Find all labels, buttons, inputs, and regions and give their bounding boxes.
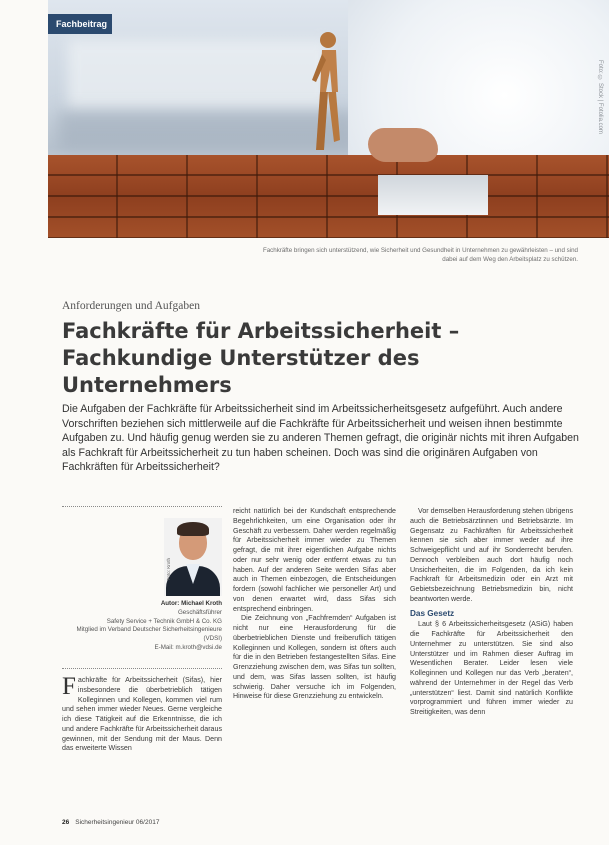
author-email: E-Mail: m.kroth@vdsi.de bbox=[154, 643, 222, 651]
author-company: Safety Service + Technik GmbH & Co. KG bbox=[106, 617, 222, 625]
author-role: Geschäftsführer bbox=[177, 608, 222, 616]
title-line-2: Fachkundige Unterstützer des Unternehmers bbox=[62, 346, 420, 397]
wooden-figure-icon bbox=[306, 30, 346, 156]
page-number: 26 bbox=[62, 819, 70, 826]
author-association: Mitglied im Verband Deutscher Sicherheitsingenieure (VDSI) bbox=[76, 626, 222, 643]
wooden-blocks-bridge bbox=[48, 155, 609, 238]
paragraph: Die Zeichnung von „Fachfremden“ Aufgaben ist nicht nur eine Herausforderung für die überbetrieblichen Dienste und freiberuflich tätigen Kolleginnen und Kollegen, sondern ist öfters auch für die in den Betrieben festangestellten Sifas. Eine Grenzziehung zwischen dem, was Sifas tun sollten, und dem, was Sifas lassen sollten, ist häufig schwierig. Daher versuche ich im Folgenden, Hinweise für diese Grenzziehung zu entwickeln. bbox=[233, 614, 396, 701]
dropcap: F bbox=[62, 673, 76, 700]
subheading: Das Gesetz bbox=[410, 608, 455, 618]
column-3 bbox=[410, 507, 573, 718]
photo-credit: Foto: © Stock | Fotolia.com bbox=[597, 60, 603, 134]
supporting-hand bbox=[368, 128, 438, 162]
divider bbox=[62, 506, 222, 507]
paragraph: Laut § 6 Arbeitssicherheitsgesetz (ASiG) haben die Fachkräfte für Arbeitssicherheit den Unternehmer zu unterstützen. Sie sind also Unterstützer und im Rahmen dieser Auftrag im Wesentlichen Berater. Leider lesen viele Kolleginnen und Kollegen nur das Verb „beraten“, während der Unternehmer in der Regel das Verb „unterstützen“ liest. Damit sind natürlich Konflikte vorprogrammiert und führen immer wieder zu Streitigkeiten, was denn bbox=[410, 620, 573, 716]
column-2 bbox=[233, 507, 396, 702]
paragraph: reicht natürlich bei der Kundschaft entsprechende Begehrlichkeiten, um eine Organisation oder ihr Geschäft zu verbessern. Daher werden regelmäßig für Arbeitssicherheit immer wieder zu Themen gefragt, die mit ihrer eigentlichen Aufgabe nichts oder nur sehr wenig oder entfernt etwas zu tun haben. Auf der anderen Seite werden Sifas aber auch in Themen einbezogen, die Entscheidungen fordern (sowohl fachlicher wie personeller Art) und von denen erwartet wird, dass Sifas sich entsprechend einbringen. bbox=[233, 507, 396, 613]
section-tag: Fachbeitrag bbox=[48, 14, 112, 34]
title-line-1: Fachkräfte für Arbeitssicherheit – bbox=[62, 319, 460, 343]
author-photo-credit: Foto: Kroth bbox=[166, 558, 171, 581]
paragraph: Vor demselben Herausforderung stehen übrigens auch die Betriebsärztinnen und Betriebsärzte. Im Gegensatz zu Fachkräften für Arbeitssicherheit kennen sie sich aber immer weder auf ihre Schweigepflicht und auf ihr Sonderrecht berufen. Dennoch verbleiben auch dort häufig noch Unsicherheiten, die im Folgenden, da ich kein Fachkraft für Arbeitsmedizin oder ein Arzt mit Gebietsbezeichnung Betriebsmedizin bin, nicht beantworten werde. bbox=[410, 507, 573, 603]
kicker: Anforderungen und Aufgaben bbox=[62, 300, 200, 312]
article-title bbox=[62, 318, 582, 399]
hero-image bbox=[48, 0, 609, 238]
hair bbox=[177, 522, 209, 536]
bridge-gap bbox=[378, 175, 488, 215]
column-1 bbox=[62, 673, 222, 754]
author-photo bbox=[164, 518, 222, 596]
publication-name: Sicherheitsingenieur 06/2017 bbox=[75, 819, 160, 826]
column-1-text: achkräfte für Arbeitssicherheit (Sifas), hier insbesondere die überbetrieblich tätigen Kolleginnen und Kollegen, kommen viel rum und sehen immer wieder Neues. Gerne vergleiche ich diese Tätigkeit auf die Erkenntnisse, die ich und andere Fachkräfte für Arbeitssicherheit daraus gewinnen, mit der Sendung mit der Maus. Denn das erweiterte Wissen bbox=[62, 676, 222, 753]
image-caption: Fachkräfte bringen sich unterstützend, wie Sicherheit und Gesundheit in Unternehmen zu gewährleisten – und sind dabei auf dem Weg den Arbeitsplatz zu schützen. bbox=[262, 247, 578, 263]
author-box bbox=[62, 600, 222, 653]
page-footer bbox=[62, 819, 159, 826]
background-blur bbox=[68, 40, 328, 110]
author-name: Autor: Michael Kroth bbox=[160, 600, 222, 607]
divider bbox=[62, 668, 222, 669]
lead-paragraph: Die Aufgaben der Fachkräfte für Arbeitssicherheit sind im Arbeitssicherheitsgesetz aufgeführt. Auch andere Vorschriften beziehen sich mittlerweile auf die Fachkräfte für Arbeitssicherheit und weisen ihnen bestimmte Aufgaben zu. Und häufig genug werden sie zu anderen Themen gefragt, die originär nichts mit ihren Aufgaben als Fachkraft für Arbeitssicherheit zu tun haben scheinen. Doch was sind die originären Aufgaben von Fachkräften für Arbeitssicherheit? bbox=[62, 403, 579, 474]
